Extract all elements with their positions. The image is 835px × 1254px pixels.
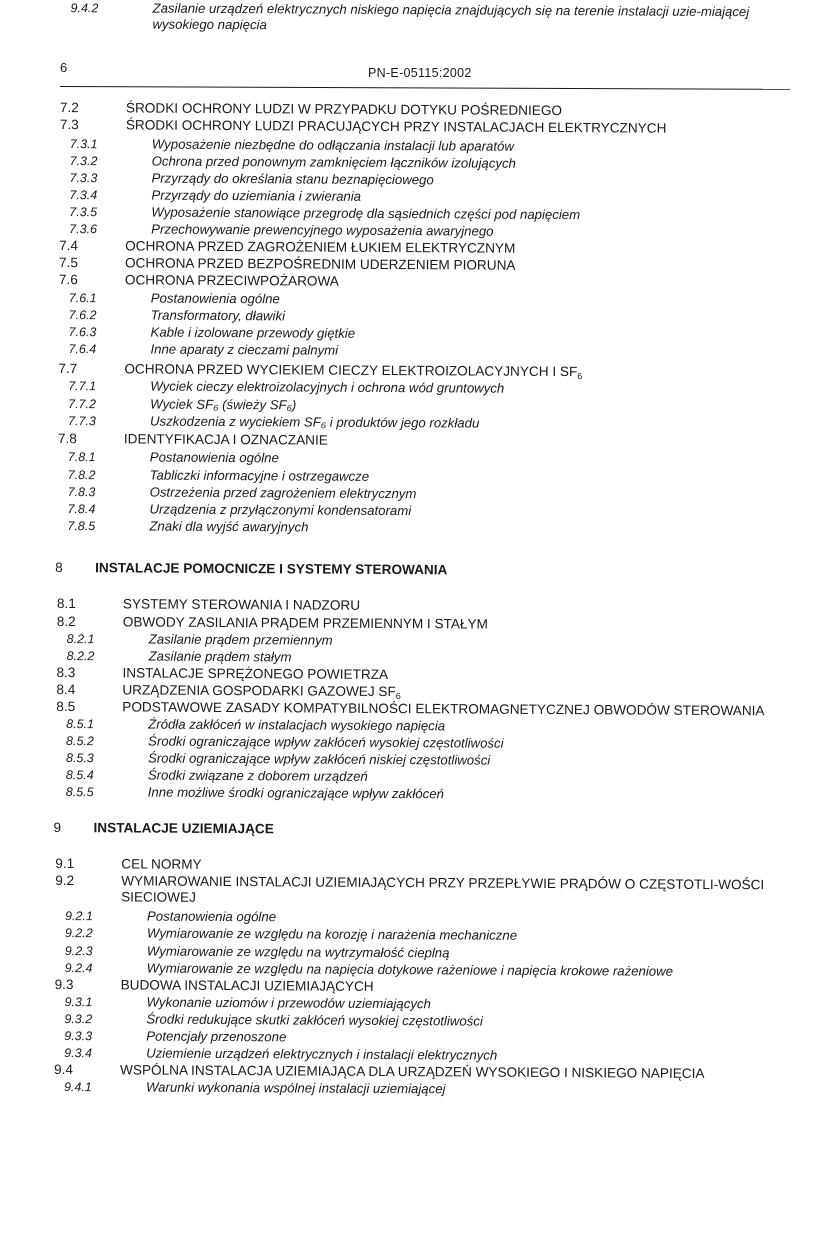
toc-entry-title: INSTALACJE UZIEMIAJĄCE bbox=[93, 820, 274, 837]
toc-entry-title: BUDOWA INSTALACJI UZIEMIAJĄCYCH bbox=[120, 977, 374, 994]
toc-entry-title: INSTALACJE POMOCNICZE I SYSTEMY STEROWANIA bbox=[95, 560, 448, 578]
toc-entry-title: Wymiarowanie ze względu na korozję i narażenia mechaniczne bbox=[146, 925, 518, 943]
toc-entry-number: 8.4 bbox=[56, 681, 76, 698]
toc-entry-number: 7.6.3 bbox=[68, 325, 97, 340]
toc-entry-number: 7.3.6 bbox=[69, 222, 98, 237]
toc-entry-title: OCHRONA PRZED ZAGROŻENIEM ŁUKIEM ELEKTRYCZNYM bbox=[125, 238, 516, 256]
toc-entry-title: PODSTAWOWE ZASADY KOMPATYBILNOŚCI ELEKTROMAGNETYCZNEJ OBWODÓW STEROWANIA bbox=[122, 699, 765, 719]
toc-entry-number: 7.6.4 bbox=[68, 342, 97, 357]
toc-entry-number: 7.8.4 bbox=[67, 502, 96, 517]
toc-entry-title: Środki ograniczające wpływ zakłóceń wysokiej częstotliwości bbox=[148, 733, 504, 751]
toc-entry-title: Wyciek SF₆ (świeży SF₆) bbox=[150, 396, 297, 413]
toc-entry-number: 9.2 bbox=[55, 872, 75, 889]
toc-entry-title: Środki redukujące skutki zakłóceń wysokiej częstotliwości bbox=[146, 1011, 483, 1029]
toc-entry-title: Urządzenia z przyłączonymi kondensatorami bbox=[149, 501, 412, 519]
toc-entry-number: 7.8 bbox=[57, 430, 77, 447]
toc-entry-title: Przechowywanie prewencyjnego wyposażenia awaryjnego bbox=[151, 221, 494, 239]
toc-entry-title: Ochrona przed ponownym zamknięciem łączników izolujących bbox=[151, 153, 516, 171]
toc-entry-title: Środki ograniczające wpływ zakłóceń niskiej częstotliwości bbox=[147, 750, 491, 768]
toc-entry-title: Uszkodzenia z wyciekiem SF₆ i produktów jego rozkładu bbox=[149, 413, 480, 431]
toc-entry-title: Potencjały przenoszone bbox=[146, 1028, 287, 1045]
toc-entry-number: 7.7 bbox=[58, 360, 78, 377]
toc-entry-number: 8.5.4 bbox=[65, 768, 94, 783]
toc-entry-title: Źródła zakłóceń w instalacjach wysokiego napięcia bbox=[148, 716, 446, 734]
toc-entry-number: 9.4.2 bbox=[70, 1, 99, 16]
standard-id: PN-E-05115:2002 bbox=[368, 66, 472, 80]
toc-entry-title: Postanowienia ogólne bbox=[146, 908, 277, 925]
toc-entry-number: 7.3.5 bbox=[69, 205, 98, 220]
toc-entry-number: 7.6.1 bbox=[68, 291, 97, 306]
toc-entry-title: Znaki dla wyjść awaryjnych bbox=[149, 518, 309, 535]
toc-entry-number: 8 bbox=[55, 559, 63, 576]
toc-entry-title: Wyposażenie stanowiące przegrodę dla sąsiednich części pod napięciem bbox=[151, 204, 581, 223]
toc-entry-number: 8.5.5 bbox=[65, 785, 94, 800]
toc-entry-number: 7.7.2 bbox=[68, 397, 96, 412]
toc-entry-title: Przyrządy do określania stanu beznapięciowego bbox=[151, 170, 434, 188]
toc-entry-title: Transformatory, dławiki bbox=[150, 307, 286, 324]
toc-entry-number: 9.2.4 bbox=[64, 961, 93, 976]
toc-entry-title: Kable i izolowane przewody giętkie bbox=[150, 324, 356, 341]
toc-entry-title: Wyciek cieczy elektroizolacyjnych i ochrona wód gruntowych bbox=[150, 378, 505, 396]
toc-entry-title: Zasilanie urządzeń elektrycznych niskiego napięcia znajdujących się na terenie instalacji uzie-miającej wysokiego napięcia bbox=[152, 0, 750, 33]
toc-entry-title: IDENTYFIKACJA I OZNACZANIE bbox=[123, 431, 328, 448]
page-number: 6 bbox=[60, 60, 68, 75]
toc-entry-title: OCHRONA PRZED BEZPOŚREDNIM UDERZENIEM PIORUNA bbox=[124, 255, 516, 273]
toc-entry-number: 9.2.1 bbox=[64, 909, 93, 924]
toc-entry-title: SYSTEMY STEROWANIA I NADZORU bbox=[122, 596, 361, 613]
toc-entry-number: 8.3 bbox=[56, 664, 76, 681]
toc-entry-number: 8.1 bbox=[56, 595, 76, 612]
toc-entry-number: 9.2.3 bbox=[64, 944, 93, 959]
toc-entry-number: 9.4.1 bbox=[63, 1080, 92, 1095]
toc-entry-number: 8.5.1 bbox=[66, 717, 95, 732]
toc-entry-number: 7.6.2 bbox=[68, 308, 97, 323]
toc-entry-number: 8.5.3 bbox=[65, 751, 94, 766]
toc-entry-title: WSPÓLNA INSTALACJA UZIEMIAJĄCA DLA URZĄDZEŃ WYSOKIEGO I NISKIEGO NAPIĘCIA bbox=[120, 1062, 705, 1081]
toc-entry-number: 9.3 bbox=[54, 976, 74, 993]
toc-entry-number: 7.6 bbox=[58, 271, 78, 288]
toc-entry-number: 8.2 bbox=[56, 613, 76, 630]
toc-entry-title: ŚRODKI OCHRONY LUDZI W PRZYPADKU DOTYKU POŚREDNIEGO bbox=[125, 100, 563, 119]
toc-entry-title: Inne aparaty z cieczami palnymi bbox=[150, 341, 339, 358]
toc-entry-title: Zasilanie prądem przemiennym bbox=[148, 631, 333, 648]
toc-entry-title: Warunki wykonania wspólnej instalacji uziemiającej bbox=[145, 1079, 446, 1097]
toc-entry-title: Uziemienie urządzeń elektrycznych i instalacji elektrycznych bbox=[146, 1045, 498, 1063]
toc-entry-number: 7.4 bbox=[59, 237, 79, 254]
toc-entry-title: Zasilanie prądem stałym bbox=[148, 648, 292, 665]
toc-entry-title: OCHRONA PRZECIWPOŻAROWA bbox=[124, 272, 339, 289]
subscript: 6 bbox=[577, 371, 583, 382]
toc-entry-title: Inne możliwe środki ograniczające wpływ zakłóceń bbox=[147, 784, 444, 802]
toc-entry-number: 9 bbox=[53, 819, 62, 836]
toc-entry-title: Środki związane z doborem urządzeń bbox=[147, 767, 368, 784]
toc-entry-title: Tabliczki informacyjne i ostrzegawcze bbox=[149, 467, 370, 484]
toc-entry-number: 9.3.3 bbox=[64, 1029, 93, 1044]
toc-entry-number: 9.1 bbox=[55, 855, 75, 872]
toc-entry-number: 8.5.2 bbox=[66, 734, 94, 749]
toc-entry-number: 9.3.4 bbox=[64, 1046, 93, 1061]
toc-entry-title: Przyrządy do uziemiania i zwierania bbox=[151, 187, 362, 204]
toc-entry-title: Wykonanie uziomów i przewodów uziemiających bbox=[146, 994, 431, 1012]
toc-entry-number: 8.2.2 bbox=[66, 649, 95, 664]
toc-entry-number: 7.8.5 bbox=[67, 519, 96, 534]
toc-entry-title: Postanowienia ogólne bbox=[150, 290, 280, 307]
toc-entry-title: OCHRONA PRZED WYCIEKIEM CIECZY ELEKTROIZOLACYJNYCH I $SF_6$ bbox=[124, 361, 583, 382]
subscript: 6 bbox=[395, 691, 401, 702]
toc-entry-title: ŚRODKI OCHRONY LUDZI PRACUJĄCYCH PRZY INSTALACJACH ELEKTRYCZNYCH bbox=[125, 117, 667, 136]
toc-entry-title: Wymiarowanie ze względu na wytrzymałość cieplną bbox=[146, 943, 450, 961]
toc-entry-number: 7.8.1 bbox=[67, 450, 96, 465]
toc-entry-title: OBWODY ZASILANIA PRĄDEM PRZEMIENNYM I STAŁYM bbox=[122, 614, 488, 632]
toc-entry-title: Postanowienia ogólne bbox=[149, 449, 279, 466]
toc-entry-number: 7.3.4 bbox=[69, 188, 98, 203]
toc-entry-title: WYMIAROWANIE INSTALACJI UZIEMIAJĄCYCH PRZY PRZEPŁYWIE PRĄDÓW O CZĘSTOTLI-WOŚCI SIECIOWEJ bbox=[121, 873, 765, 905]
toc-entry-number: 7.3.3 bbox=[69, 171, 98, 186]
toc-entry-number: 7.7.3 bbox=[67, 414, 96, 429]
toc-entry-title: Wymiarowanie ze względu na napięcia dotykowe rażeniowe i napięcia krokowe rażeniowe bbox=[146, 960, 674, 979]
toc-entry-number: 7.8.2 bbox=[67, 468, 96, 483]
toc-entry-title: Ostrzeżenia przed zagrożeniem elektrycznym bbox=[149, 484, 417, 502]
toc-entry-number: 7.3.2 bbox=[69, 154, 98, 169]
toc-entry-title: INSTALACJE SPRĘŻONEGO POWIETRZA bbox=[122, 665, 389, 683]
toc-entry-number: 7.8.3 bbox=[67, 485, 96, 500]
toc-entry-title: URZĄDZENIA GOSPODARKI GAZOWEJ $SF_6$ bbox=[122, 682, 401, 702]
toc-entry-number: 8.2.1 bbox=[66, 632, 95, 647]
toc-entry-number: 9.2.2 bbox=[64, 926, 93, 941]
toc-entry-number: 7.2 bbox=[59, 100, 79, 116]
toc-entry-title: CEL NORMY bbox=[121, 856, 202, 872]
toc-entry-number: 7.7.1 bbox=[68, 379, 97, 394]
toc-entry-number: 7.5 bbox=[58, 254, 78, 271]
toc-entry-number: 9.3.2 bbox=[64, 1012, 93, 1027]
toc-entry-number: 9.4 bbox=[54, 1061, 74, 1078]
toc-entry-title: Wyposażenie niezbędne do odłączania instalacji lub aparatów bbox=[151, 136, 514, 154]
toc-entry-number: 8.5 bbox=[56, 698, 76, 715]
toc-entry-number: 7.3.1 bbox=[69, 137, 98, 152]
toc-entry-number: 9.3.1 bbox=[64, 995, 93, 1010]
toc-entry-number: 7.3 bbox=[59, 116, 79, 133]
